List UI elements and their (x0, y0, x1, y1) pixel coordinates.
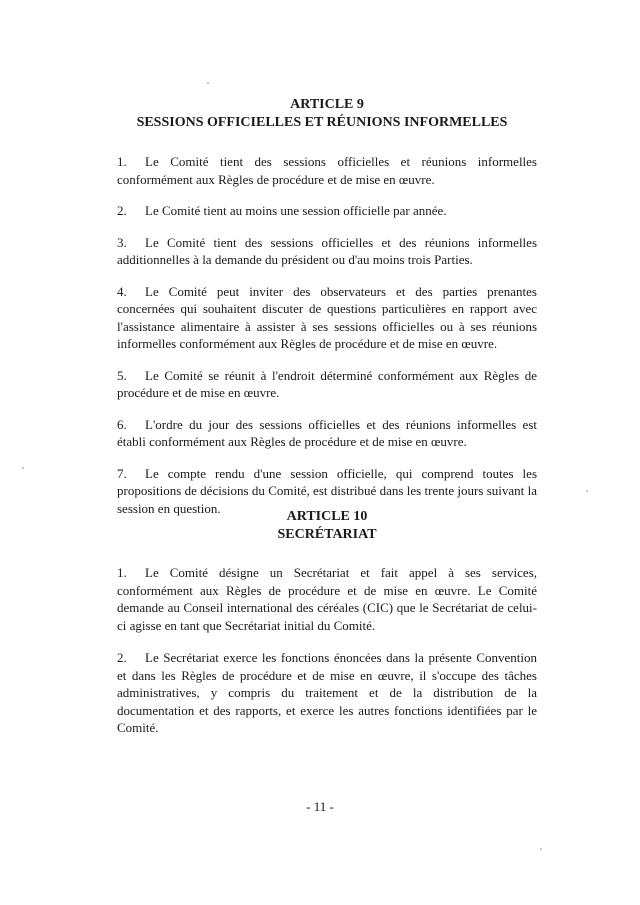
paragraph-number: 6. (117, 416, 127, 432)
article-9-title: ARTICLE 9 (290, 97, 364, 112)
article-10-subtitle: SECRÉTARIAT (277, 527, 377, 542)
article-10-paragraph-1 (117, 564, 537, 634)
article-10-paragraph-2 (117, 649, 537, 737)
article-10-heading (117, 508, 537, 544)
paragraph-text: Le Comité désigne un Secrétariat et fait appel à ses services, conformément aux Règles de procédure et de mise en œuvre. Le Comité demande au Conseil international des céréales (CIC) que le Secrétariat de celui-ci agisse en tant que Secrétariat initial du Comité. (117, 565, 537, 633)
scan-speck (540, 848, 542, 850)
paragraph-text: Le Comité se réunit à l'endroit déterminé conformément aux Règles de procédure et de mise en œuvre. (117, 367, 537, 400)
page-number: - 11 - (306, 799, 334, 814)
paragraph-number: 2. (117, 203, 127, 218)
article-9-paragraph-3 (117, 234, 537, 269)
paragraph-number: 5. (117, 367, 127, 383)
paragraph-text: Le Comité tient au moins une session officielle par année. (145, 203, 447, 218)
paragraph-text: Le Comité tient des sessions officielles et réunions informelles conformément aux Règles de procédure et de mise en œuvre. (117, 154, 537, 187)
article-9-paragraph-5 (117, 367, 537, 402)
paragraph-number: 2. (117, 650, 127, 665)
article-9-paragraph-2 (117, 202, 537, 220)
scan-speck (586, 490, 588, 492)
paragraph-number: 4. (117, 283, 127, 299)
paragraph-number: 3. (117, 234, 127, 250)
article-10 (117, 508, 537, 752)
paragraph-number: 1. (117, 154, 127, 169)
article-9-heading (117, 96, 537, 132)
article-10-title: ARTICLE 10 (286, 509, 368, 524)
paragraph-text: L'ordre du jour des sessions officielles et des réunions informelles est établi conformément aux Règles de procédure et de mise en œuvre. (117, 416, 537, 449)
article-9-paragraph-6 (117, 416, 537, 451)
scan-speck (207, 82, 209, 84)
paragraph-text: Le Secrétariat exerce les fonctions énoncées dans la présente Convention et dans les Règles de procédure et de mise en œuvre, il s'occupe des tâches administratives, y compris du traitement et de la distribution de la documentation et des rapports, et exerce les autres fonctions identifiées par le Comité. (117, 650, 537, 735)
paragraph-number: 7. (117, 465, 127, 481)
paragraph-text: Le Comité peut inviter des observateurs et des parties prenantes concernées qui souhaitent discuter de questions particulières en rapport avec l'assistance alimentaire à assister à ses sessions officielles ou à ses réunions informelles conformément aux Règles de procédure et de mise en œuvre. (117, 283, 537, 351)
article-9-paragraph-4 (117, 283, 537, 353)
paragraph-text: Le compte rendu d'une session officielle, qui comprend toutes les propositions de décisions du Comité, est distribué dans les trente jours suivant la session en question. (117, 465, 537, 516)
article-9 (117, 96, 537, 531)
article-9-paragraph-1 (117, 153, 537, 188)
paragraph-number: 1. (117, 565, 127, 580)
scan-speck (22, 467, 24, 469)
paragraph-text: Le Comité tient des sessions officielles et des réunions informelles additionnelles à la demande du président ou d'au moins trois Parties. (117, 234, 537, 267)
article-9-subtitle: SESSIONS OFFICIELLES ET RÉUNIONS INFORMELLES (136, 115, 508, 130)
